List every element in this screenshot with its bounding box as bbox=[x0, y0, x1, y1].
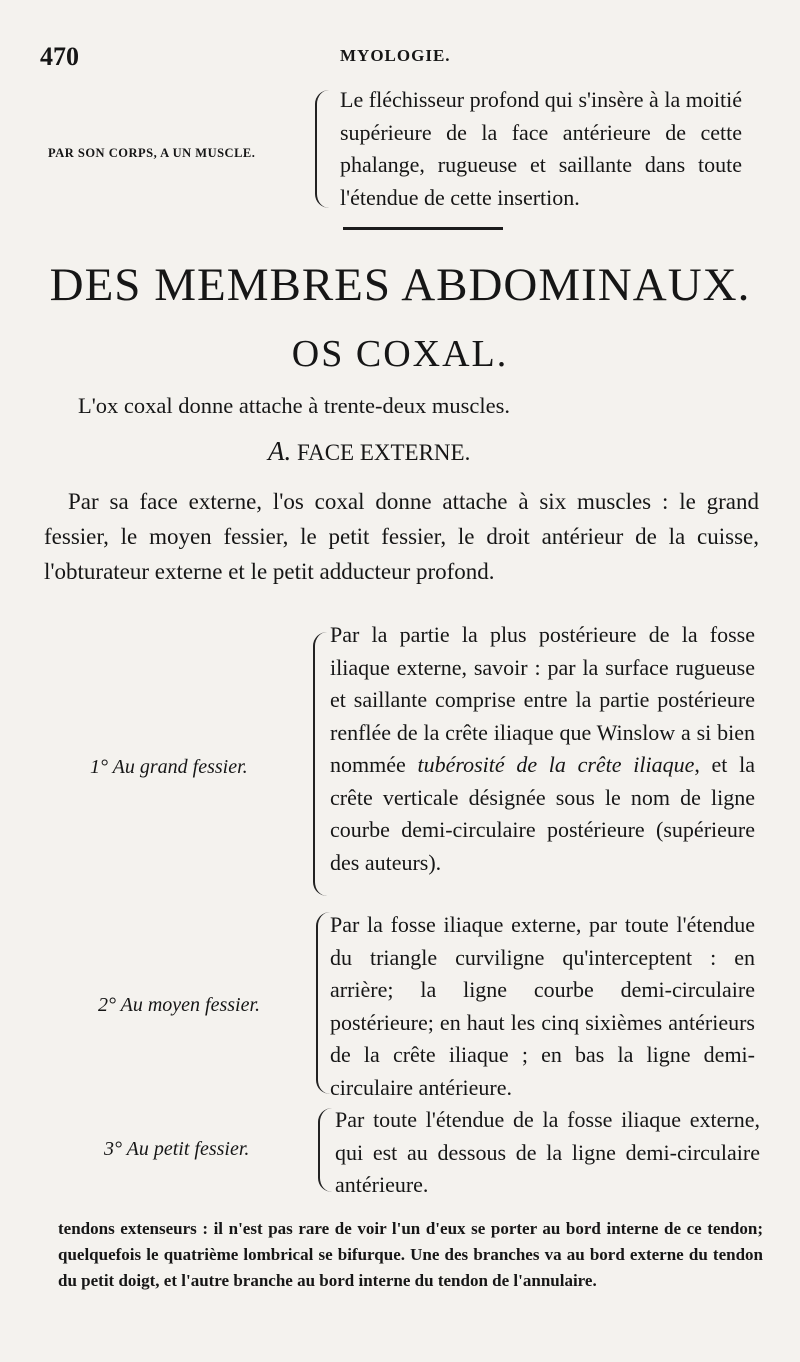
top-block-text: Le fléchisseur profond qui s'insère à la moitié supérieure de la face antérieure de cette phalange, rugueuse et saillante dans toute l'étendue de cette insertion. bbox=[340, 87, 742, 210]
separator-rule bbox=[343, 227, 503, 230]
section-letter: A. bbox=[268, 436, 292, 466]
footnote: tendons extenseurs : il n'est pas rare de voir l'un d'eux se porter au bord interne de ce tendon; quelquefois le quatrième lombrical se bifurque. Une des branches va au bord externe du tendon du petit doigt, et l'autre branche au bord interne du tendon de l'annulaire. bbox=[58, 1219, 763, 1290]
top-block-label: PAR SON CORPS, A UN MUSCLE. bbox=[48, 146, 256, 160]
brace bbox=[315, 90, 329, 208]
page-number: 470 bbox=[40, 42, 79, 71]
section-heading bbox=[268, 436, 470, 467]
brace bbox=[313, 632, 327, 896]
entry-text: Par la partie la plus postérieure de la fosse iliaque externe, savoir : par la surface rugueuse et saillante comprise entre la partie postérieure renflée de la crête iliaque que Winslow a si bien nommée tubérosité de la crête iliaque, et la crête verticale désignée sous le nom de ligne courbe demi-circulaire postérieure (supérieure des auteurs). bbox=[330, 622, 755, 875]
brace bbox=[316, 912, 330, 1094]
entry-label: 3° Au petit fessier. bbox=[104, 1138, 250, 1160]
section-title: FACE EXTERNE. bbox=[297, 440, 471, 465]
running-title: MYOLOGIE. bbox=[340, 46, 451, 65]
chapter-title: DES MEMBRES ABDOMINAUX. bbox=[49, 259, 751, 311]
brace bbox=[318, 1108, 332, 1192]
bone-title: OS COXAL. bbox=[291, 333, 509, 375]
entry-text: Par la fosse iliaque externe, par toute l'étendue du triangle curviligne qu'interceptent : en arrière; la ligne courbe demi-circulaire postérieure; en haut les cinq sixièmes antérieurs de la crête iliaque ; en bas la ligne demi-circulaire antérieure. bbox=[330, 912, 755, 1100]
intro-paragraph: Par sa face externe, l'os coxal donne attache à six muscles : le grand fessier, le moyen fessier, le petit fessier, le droit antérieur de la cuisse, l'obturateur externe et le petit adducteur profond. bbox=[44, 489, 759, 584]
entry-text: Par toute l'étendue de la fosse iliaque externe, qui est au dessous de la ligne demi-circulaire antérieure. bbox=[335, 1107, 760, 1197]
entry-label: 2° Au moyen fessier. bbox=[98, 994, 261, 1016]
entry-label: 1° Au grand fessier. bbox=[90, 756, 248, 778]
intro-line: L'ox coxal donne attache à trente-deux muscles. bbox=[78, 393, 511, 418]
